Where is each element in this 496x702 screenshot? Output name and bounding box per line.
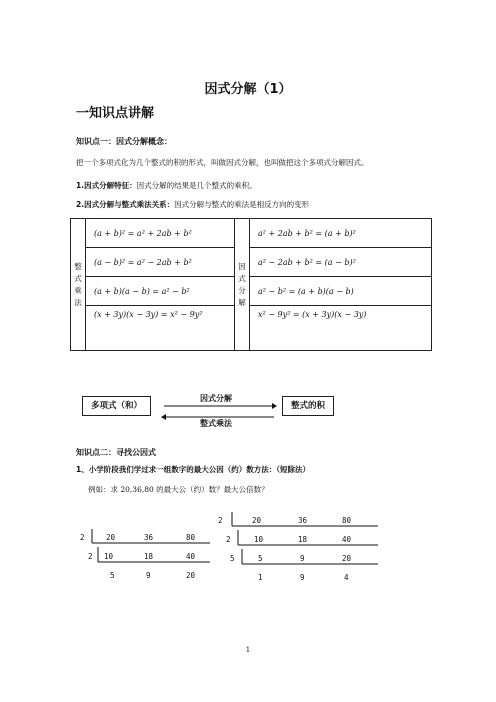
division-lines (226, 512, 378, 582)
number: 20 (252, 516, 262, 525)
relation-label: 2.因式分解与整式乘法关系： (76, 200, 175, 209)
label-multiplication: 整 式 乘 法 (71, 219, 86, 351)
arrow-label-factorization: 因式分解 (200, 394, 232, 403)
number: 9 (146, 571, 151, 580)
page-title: 因式分解（1） (204, 82, 292, 97)
number: 20 (106, 533, 116, 542)
formula-right-3: a² − b² = (a + b)(a − b) (250, 277, 432, 306)
divisor: 2 (88, 552, 93, 561)
number: 18 (298, 535, 308, 544)
number: 10 (254, 535, 264, 544)
number: 10 (104, 552, 114, 561)
number: 40 (186, 552, 196, 561)
divisor: 2 (226, 535, 231, 544)
feature-text: 因式分解的结果是几个整式的乘积。 (136, 181, 257, 190)
number: 40 (342, 535, 352, 544)
formula-right-1: a² + 2ab + b² = (a + b)² (250, 219, 432, 248)
arrows (160, 400, 278, 424)
number: 80 (186, 533, 196, 542)
number: 1 (258, 573, 263, 582)
kp2-item1: 1、小学阶段我们学过求一组数字的最大公因（约）数方法：（短除法） (76, 465, 310, 474)
arrow-label-multiplication: 整式乘法 (200, 419, 232, 428)
divisor: 2 (80, 533, 85, 542)
formula-right-4: x² − 9y² = (x + 3y)(x − 3y) (250, 306, 432, 351)
divisor: 5 (230, 554, 235, 563)
kp1-title: 知识点一：因式分解概念： (76, 137, 172, 146)
short-division-left (80, 533, 210, 593)
formula-left-3: (a + b)(a − b) = a² − b² (86, 277, 235, 306)
section-heading: 一知识点讲解 (76, 106, 155, 121)
product-box: 整式的积 (282, 396, 334, 416)
kp1-definition: 把一个多项式化为几个整式的积的形式，叫做因式分解，也叫做把这个多项式分解因式。 (76, 158, 369, 167)
formula-left-2: (a − b)² = a² − 2ab + b² (86, 248, 235, 277)
formula-left-1: (a + b)² = a² + 2ab + b² (86, 219, 235, 248)
formula-left-4: (x + 3y)(x − 3y) = x² − 9y² (86, 306, 235, 351)
number: 20 (342, 554, 352, 563)
kp1-feature (76, 180, 257, 191)
number: 9 (300, 554, 305, 563)
number: 36 (298, 516, 308, 525)
number: 80 (342, 516, 352, 525)
feature-label: 1.因式分解特征： (76, 181, 137, 190)
number: 36 (144, 533, 154, 542)
short-division-right (218, 516, 378, 596)
kp2-title: 知识点二：寻找公因式 (76, 448, 156, 457)
number: 5 (110, 571, 115, 580)
formula-table (70, 218, 432, 351)
relation-text: 因式分解与整式的乘法是相反方向的变形 (174, 200, 310, 209)
kp1-relation (76, 199, 309, 210)
number: 4 (344, 573, 349, 582)
page-number: 1 (245, 646, 251, 654)
formula-right-2: a² − 2ab + b² = (a − b)² (250, 248, 432, 277)
kp2-example: 例如：求 20,36,80 的最大公（约）数？最大公倍数？ (88, 485, 269, 494)
division-lines (86, 529, 210, 579)
number: 9 (300, 573, 305, 582)
divisor: 2 (218, 516, 223, 525)
number: 20 (186, 571, 196, 580)
number: 5 (258, 554, 263, 563)
polynomial-box: 多项式（和） (82, 396, 151, 416)
number: 18 (144, 552, 154, 561)
label-factorization: 因 式 分 解 (235, 219, 250, 351)
